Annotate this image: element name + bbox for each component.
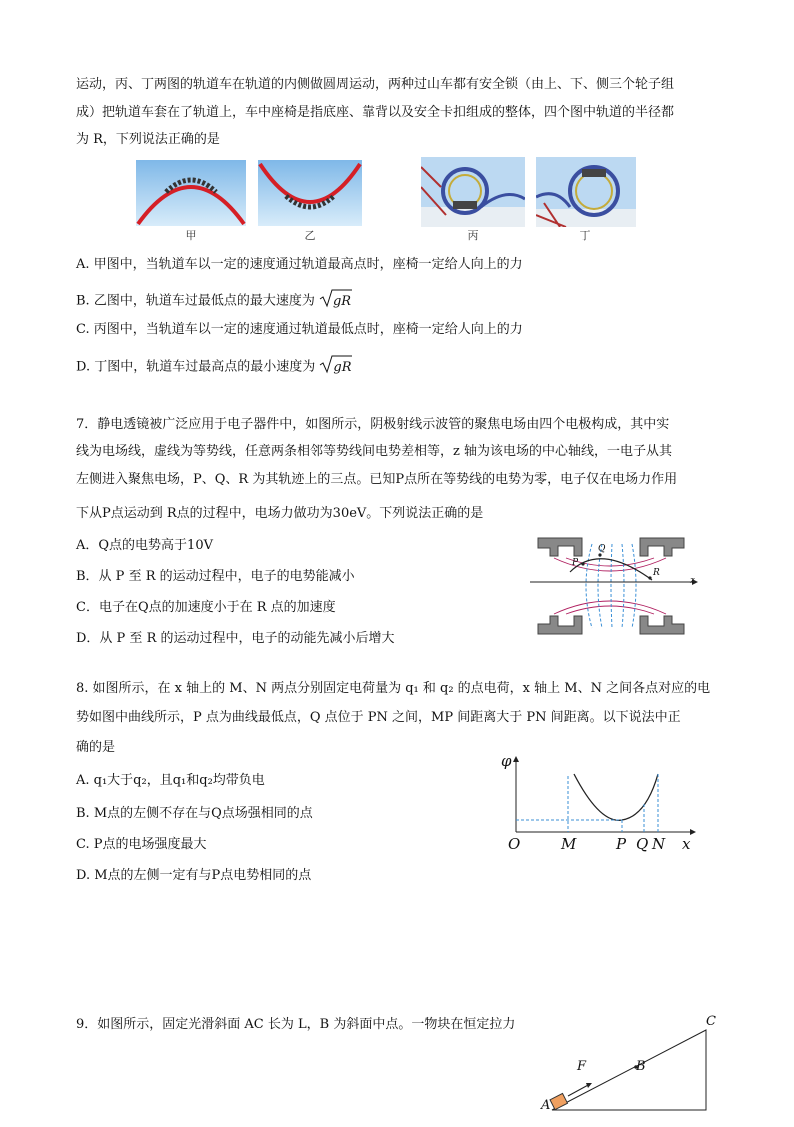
q7-text-line-4: 下从P点运动到 R点的过程中，电场力做功为30eV。下列说法正确的是 — [76, 506, 484, 521]
q6-option-d — [76, 354, 352, 380]
q6-option-b — [76, 288, 351, 314]
caption-yi: 乙 — [304, 229, 316, 242]
incline-label-f: F — [577, 1059, 587, 1074]
graph-label-x: x — [682, 835, 691, 853]
q8-option-b: B. M点的左侧不存在与Q点场强相同的点 — [76, 806, 313, 821]
fig-label-z: z — [690, 576, 695, 586]
incline-label-c: C — [706, 1014, 716, 1029]
graph-label-n: N — [652, 835, 666, 853]
fig-label-p: P — [572, 558, 579, 568]
q8-text-line-2: 势如图中曲线所示，P 点为曲线最低点，Q 点位于 PN 之间，MP 间距离大于 PN 间距离。以下说法中正 — [76, 710, 681, 725]
incline-label-a: A — [541, 1098, 551, 1113]
q7-option-a: A．Q点的电势高于10V — [76, 538, 213, 553]
q8-text-line-1: 8. 如图所示，在 x 轴上的 M、N 两点分别固定电荷量为 q₁ 和 q₂ 的点电荷，x 轴上 M、N 之间各点对应的电 — [76, 681, 711, 696]
q6-option-a: A. 甲图中，当轨道车以一定的速度通过轨道最高点时，座椅一定给人向上的力 — [76, 257, 523, 272]
graph-label-q: Q — [636, 835, 649, 853]
q6-option-d-text: D. 丁图中，轨道车过最高点的最小速度为 — [76, 359, 316, 375]
q8-text-line-3: 确的是 — [76, 740, 116, 755]
caption-ding: 丁 — [579, 229, 591, 242]
graph-label-phi: φ — [501, 752, 512, 770]
q9-text-line-1: 9．如图所示，固定光滑斜面 AC 长为 L，B 为斜面中点。一物块在恒定拉力 — [76, 1017, 516, 1032]
q7-option-b: B．从 P 至 R 的运动过程中，电子的电势能减小 — [76, 569, 355, 584]
q8-option-c: C. P点的电场强度最大 — [76, 837, 207, 852]
q7-option-c: C．电子在Q点的加速度小于在 R 点的加速度 — [76, 600, 336, 615]
incline-figure — [540, 1018, 720, 1127]
photo-ding — [536, 157, 636, 231]
photo-jia — [136, 160, 246, 230]
q6-option-c: C. 丙图中，当轨道车以一定的速度通过轨道最低点时，座椅一定给人向上的力 — [76, 322, 523, 337]
q7-text-line-3: 左侧进入聚焦电场，P、Q、R 为其轨迹上的三点。已知P点所在等势线的电势为零，电子仅在电场力作用 — [76, 472, 678, 487]
sqrt-gr-text-2: gR — [333, 359, 352, 375]
graph-label-o: O — [508, 835, 521, 853]
q7-option-d: D．从 P 至 R 的运动过程中，电子的动能先减小后增大 — [76, 631, 395, 646]
caption-jia: 甲 — [185, 229, 197, 242]
q7-text-line-2: 线为电场线，虚线为等势线，任意两条相邻等势线间电势差相等，z 轴为该电场的中心轴线，一电子从其 — [76, 444, 672, 459]
incline-label-b: B — [636, 1059, 646, 1074]
q8-option-a: A. q₁大于q₂，且q₁和q₂均带负电 — [76, 773, 265, 788]
graph-label-m: M — [561, 835, 577, 853]
fig-label-r: R — [653, 568, 660, 578]
sqrt-gr-text: gR — [332, 293, 352, 309]
electrostatic-lens-figure — [530, 534, 700, 642]
q7-text-line-1: 7．静电透镜被广泛应用于电子器件中，如图所示，阴极射线示波管的聚焦电场由四个电极构成，其中实 — [76, 417, 670, 432]
photo-yi — [258, 160, 362, 230]
fig-label-q: Q — [598, 544, 606, 554]
graph-label-p: P — [616, 835, 627, 853]
q6-text-line-3: 为 R，下列说法正确的是 — [76, 132, 220, 147]
q8-option-d: D. M点的左侧一定有与P点电势相同的点 — [76, 868, 312, 883]
potential-graph — [500, 754, 700, 848]
q6-text-line-1: 运动，丙、丁两图的轨道车在轨道的内侧做圆周运动，两种过山车都有安全锁（由上、下、侧三个轮子组 — [76, 77, 675, 92]
q6-text-line-2: 成）把轨道车套在了轨道上，车中座椅是指底座、靠背以及安全卡扣组成的整体，四个图中轨道的半径都 — [76, 105, 675, 120]
photo-bing — [421, 157, 525, 231]
q6-option-b-text: B. 乙图中，轨道车过最低点的最大速度为 — [76, 293, 315, 309]
caption-bing: 丙 — [467, 229, 479, 242]
